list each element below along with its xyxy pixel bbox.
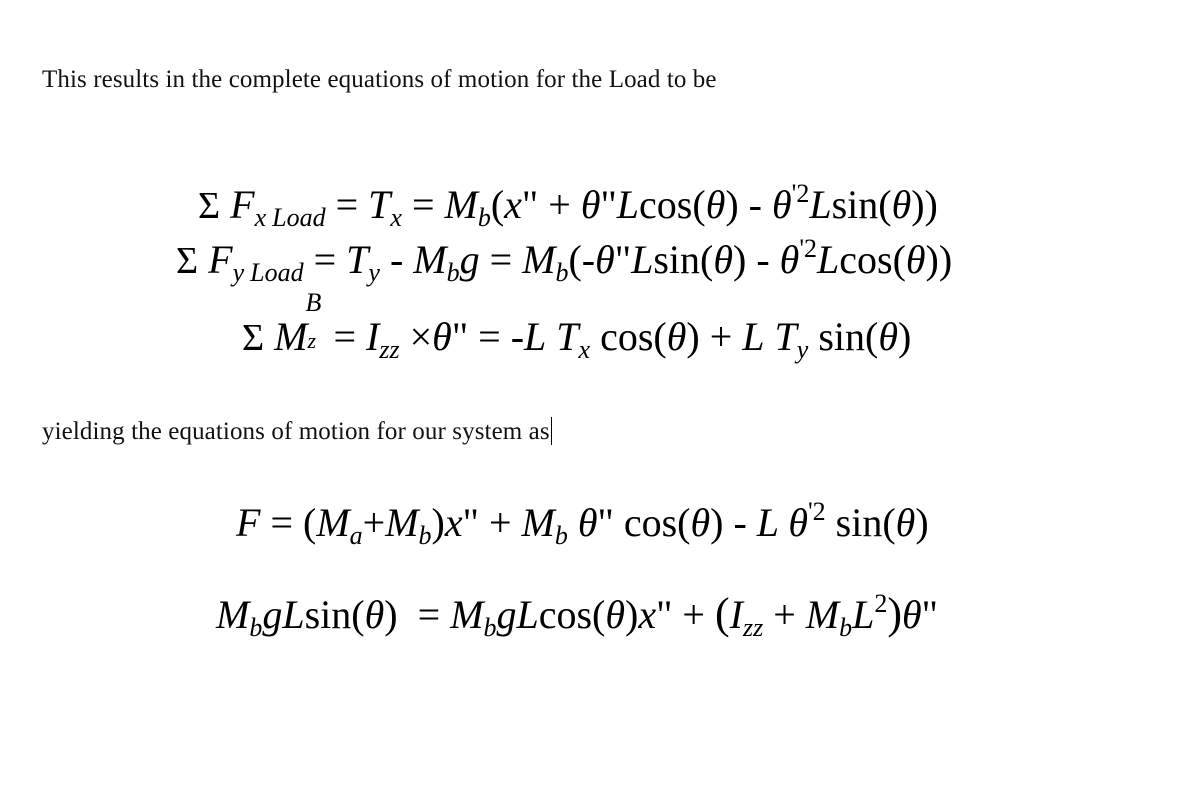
eq-superscript: B bbox=[305, 288, 322, 317]
eq-term: θ bbox=[771, 182, 792, 227]
eq-superscript: '2 bbox=[807, 497, 826, 526]
eq-operator: " + bbox=[521, 182, 581, 227]
eq-subscript: y bbox=[232, 258, 245, 287]
eq-function: sin( bbox=[831, 182, 892, 227]
eq-function: sin( bbox=[653, 237, 714, 282]
eq-term: F bbox=[208, 237, 233, 282]
eq-term: T bbox=[556, 314, 579, 359]
eq-term: L bbox=[742, 314, 765, 359]
eq-subscript: x bbox=[254, 203, 267, 232]
eq-subscript: zz bbox=[379, 335, 400, 364]
eq-superscript: '2 bbox=[791, 179, 810, 208]
eq-function: sin( bbox=[304, 592, 365, 637]
eq-term: M bbox=[805, 592, 840, 637]
eq-term: L bbox=[524, 314, 547, 359]
eq-term: θ bbox=[605, 592, 625, 637]
eq-superscript: '2 bbox=[799, 234, 817, 263]
eq-term: T bbox=[368, 182, 391, 227]
intro-paragraph bbox=[42, 66, 717, 94]
eq-function: cos( bbox=[839, 237, 906, 282]
eq-term: θ bbox=[902, 592, 922, 637]
eq-operator: ) bbox=[384, 592, 398, 637]
eq-term: θ bbox=[705, 182, 726, 227]
eq-operator: - bbox=[379, 237, 414, 282]
eq-operator: " bbox=[600, 182, 617, 227]
eq-operator: ) bbox=[431, 500, 445, 545]
eq-term: M bbox=[444, 182, 478, 227]
eq-operator: " bbox=[921, 592, 938, 637]
eq-operator: = bbox=[303, 237, 347, 282]
eq-term: θ bbox=[364, 592, 385, 637]
eq-operator: ) - bbox=[725, 182, 772, 227]
eq-operator: ) - bbox=[733, 237, 780, 282]
eq-term: θ bbox=[432, 314, 452, 359]
eq-subsup bbox=[305, 288, 323, 353]
eq-term: M bbox=[450, 592, 484, 637]
eq-term: θ bbox=[778, 500, 808, 545]
eq-term: θ bbox=[878, 314, 898, 359]
eq-term: T bbox=[346, 237, 369, 282]
eq-term: θ bbox=[690, 500, 711, 545]
text-cursor bbox=[551, 417, 553, 445]
eq-term: θ bbox=[905, 237, 926, 282]
eq-subscript: b bbox=[483, 613, 497, 642]
eq-term: x bbox=[444, 500, 463, 545]
eq-function: cos( bbox=[590, 314, 667, 359]
eq-term: θ bbox=[891, 182, 912, 227]
eq-term: F bbox=[236, 500, 261, 545]
eq-subscript: b bbox=[477, 203, 491, 232]
eq-operator: + bbox=[362, 500, 386, 545]
eq-operator: ) - bbox=[710, 500, 757, 545]
eq-term: L bbox=[756, 500, 779, 545]
eq-term: M bbox=[413, 237, 447, 282]
eq-subscript: b bbox=[446, 258, 460, 287]
eq-term: I bbox=[729, 592, 743, 637]
eq-function: sin( bbox=[808, 314, 879, 359]
eq-term: θ bbox=[779, 237, 800, 282]
eq-operator: ) bbox=[887, 589, 903, 638]
eq-operator: = bbox=[325, 182, 369, 227]
eq-operator: × bbox=[399, 314, 433, 359]
eq-operator: " = - bbox=[451, 314, 525, 359]
transition-text: yielding the equations of motion for our system as bbox=[42, 418, 550, 445]
eq-term: T bbox=[774, 314, 797, 359]
eq-subscript: x bbox=[390, 203, 402, 232]
eq-operator: = bbox=[401, 182, 445, 227]
eq-term: M bbox=[521, 500, 555, 545]
eq-subscript: b bbox=[839, 613, 853, 642]
eq-operator: " + bbox=[462, 500, 522, 545]
eq-subscript: b bbox=[555, 258, 569, 287]
eq-term: L bbox=[809, 182, 832, 227]
sigma-symbol: Σ bbox=[198, 185, 221, 227]
eq-operator: " bbox=[614, 237, 632, 282]
eq-subscript: Load bbox=[272, 203, 326, 232]
eq-term: I bbox=[366, 314, 380, 359]
eq-function: " cos( bbox=[597, 500, 691, 545]
eq-operator: (- bbox=[568, 237, 596, 282]
eq-operator: ( bbox=[714, 589, 730, 638]
eq-subscript: a bbox=[349, 521, 363, 550]
eq-operator: )) bbox=[911, 182, 938, 227]
eq-term: F bbox=[230, 182, 255, 227]
eq-subscript: b bbox=[554, 521, 568, 550]
eq-superscript: 2 bbox=[874, 589, 888, 618]
eq-subscript: z bbox=[307, 328, 317, 353]
eq-function: sin( bbox=[825, 500, 896, 545]
eq-operator: ) bbox=[915, 500, 929, 545]
system-equation-moment bbox=[216, 589, 938, 642]
eq-subscript: Load bbox=[250, 258, 304, 287]
eq-operator: = ( bbox=[260, 500, 317, 545]
intro-text: This results in the complete equations of motion for the Load to be bbox=[42, 66, 717, 93]
eq-term: L bbox=[631, 237, 654, 282]
eq-operator: = bbox=[323, 314, 367, 359]
eq-term: L bbox=[616, 182, 640, 227]
eq-term: M bbox=[522, 237, 556, 282]
eq-operator: ) + bbox=[686, 314, 743, 359]
eq-subscript: y bbox=[368, 258, 380, 287]
system-equation-force bbox=[236, 497, 929, 550]
eq-term: M bbox=[385, 500, 419, 545]
eq-term: M bbox=[274, 314, 308, 359]
eq-subscript: y bbox=[796, 335, 809, 364]
eq-function: cos( bbox=[538, 592, 606, 637]
eq-subscript: b bbox=[418, 521, 432, 550]
eq-term: gL bbox=[496, 592, 539, 637]
eq-subscript: x bbox=[578, 335, 591, 364]
eq-term: θ bbox=[666, 314, 687, 359]
eq-subscript: b bbox=[249, 613, 263, 642]
eq-term: x bbox=[504, 182, 522, 227]
eq-operator: + bbox=[763, 592, 806, 637]
eq-term: θ bbox=[580, 182, 601, 227]
eq-function: cos( bbox=[639, 182, 706, 227]
eq-term: g bbox=[459, 237, 480, 282]
eq-term: x bbox=[638, 592, 657, 637]
eq-operator: = bbox=[407, 592, 451, 637]
eq-term: θ bbox=[595, 237, 615, 282]
eq-term: θ bbox=[713, 237, 734, 282]
eq-term: M bbox=[216, 592, 250, 637]
eq-term: θ bbox=[567, 500, 598, 545]
eq-term: M bbox=[316, 500, 350, 545]
load-equation-fx bbox=[198, 179, 938, 232]
eq-term: L bbox=[852, 592, 875, 637]
eq-operator: ) bbox=[625, 592, 639, 637]
eq-term: L bbox=[817, 237, 840, 282]
eq-operator: = bbox=[479, 237, 523, 282]
eq-subscript: zz bbox=[742, 613, 764, 642]
sigma-symbol: Σ bbox=[176, 240, 199, 282]
eq-operator: " + bbox=[656, 592, 715, 637]
sigma-symbol: Σ bbox=[242, 317, 265, 359]
transition-paragraph bbox=[42, 417, 552, 446]
eq-term: gL bbox=[262, 592, 305, 637]
eq-term: θ bbox=[895, 500, 916, 545]
eq-operator: ) bbox=[897, 314, 912, 359]
eq-operator: ( bbox=[490, 182, 505, 227]
load-equation-fy bbox=[176, 234, 953, 287]
load-equation-moment bbox=[242, 288, 912, 364]
eq-operator: )) bbox=[925, 237, 953, 282]
